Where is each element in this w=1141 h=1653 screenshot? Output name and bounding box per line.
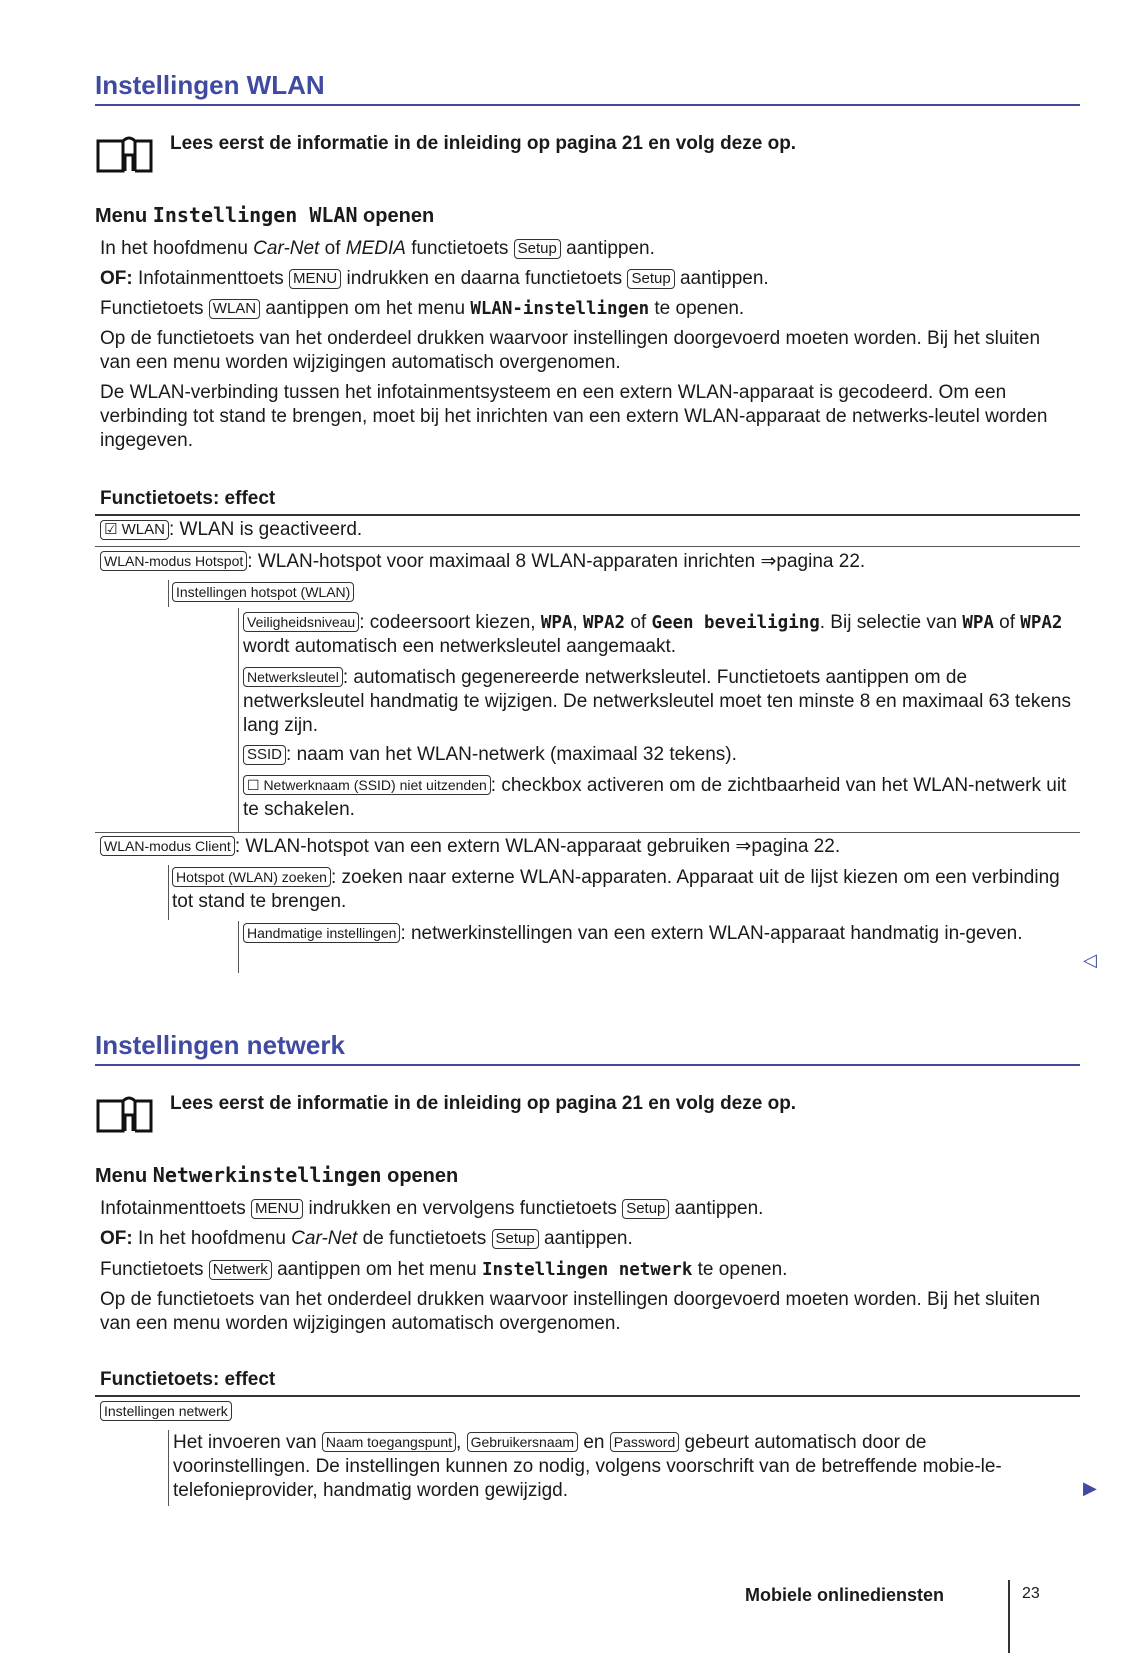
- network-key: Netwerk: [209, 1260, 272, 1280]
- book-icon: [95, 133, 157, 175]
- paragraph: Op de functietoets van het onderdeel drukken waarvoor instellingen doorgevoerd moeten worden. Bij het sluiten van een menu worden wijzigingen automatisch overgenomen.: [100, 1289, 1041, 1334]
- setup-key: Setup: [627, 269, 674, 289]
- page-number: 23: [1022, 1585, 1040, 1602]
- indent-bar: [238, 921, 239, 973]
- client-mode-key: WLAN-modus Client: [100, 836, 235, 856]
- table-rule: [95, 1395, 1080, 1397]
- table-heading: Functietoets: effect: [100, 1369, 276, 1390]
- indent-bar: [168, 1430, 169, 1506]
- table-row: Hotspot (WLAN) zoeken : zoeken naar externe WLAN-apparaten. Apparaat uit de lijst kiezen om een verbinding tot stand te brengen.: [172, 867, 1060, 912]
- book-icon: [95, 1093, 157, 1135]
- info-note: Lees eerst de informatie in de inleiding op pagina 21 en volg deze op.: [170, 1093, 797, 1114]
- instruction-line: In het hoofdmenu Car-Net of MEDIA functietoets Setup aantippen.: [100, 238, 655, 259]
- menu-key: MENU: [251, 1199, 303, 1219]
- hotspot-mode-key: WLAN-modus Hotspot: [100, 551, 247, 571]
- table-row: Het invoeren van Naam toegangspunt , Gebruikersnaam en Password gebeurt automatisch door de voorinstellingen. De instellingen kunnen zo nodig, volgens voorschrift van de betreffende mobie-le-telefonieprovider, handmatig worden gewijzigd.: [173, 1432, 1002, 1501]
- section-title-wlan: Instellingen WLAN: [95, 70, 1080, 106]
- table-heading: Functietoets: effect: [100, 488, 276, 509]
- paragraph: Op de functietoets van het onderdeel drukken waarvoor instellingen doorgevoerd moeten worden. Bij het sluiten van een menu worden wijzigingen automatisch overgenomen.: [100, 328, 1041, 373]
- wlan-key: WLAN: [209, 299, 260, 319]
- hide-ssid-checkbox-key: ☐ Netwerknaam (SSID) niet uitzenden: [243, 775, 491, 795]
- section-end-marker: ◁: [1083, 950, 1097, 970]
- network-settings-key: Instellingen netwerk: [100, 1401, 232, 1421]
- setup-key: Setup: [514, 239, 561, 259]
- footer-section-name: Mobiele onlinediensten: [745, 1585, 945, 1605]
- access-point-key: Naam toegangspunt: [322, 1432, 456, 1452]
- table-row: Veiligheidsniveau : codeersoort kiezen, WPA, WPA2 of Geen beveiliging. Bij selectie van WPA of WPA2 wordt automatisch een netwerksleutel aangemaakt.: [243, 612, 1063, 657]
- instruction-line: Functietoets WLAN aantippen om het menu WLAN-instellingen te openen.: [100, 298, 745, 319]
- table-rule: [95, 514, 1080, 516]
- row-rule: [95, 546, 1080, 547]
- wlan-toggle-key: ☑ WLAN: [100, 520, 169, 540]
- setup-key: Setup: [622, 1199, 669, 1219]
- paragraph: De WLAN-verbinding tussen het infotainmentsysteem en een extern WLAN-apparaat is gecodeerd. Om een verbinding tot stand te brengen, moet bij het inrichten van een extern WLAN-apparaat de netwerks-leutel worden ingegeven.: [100, 382, 1048, 451]
- indent-bar: [168, 865, 169, 920]
- ssid-key: SSID: [243, 745, 286, 765]
- row-rule: [95, 832, 1080, 833]
- menu-heading: Menu Netwerkinstellingen openen: [95, 1163, 459, 1187]
- indent-bar: [238, 608, 239, 832]
- table-row: Netwerksleutel : automatisch gegenereerde netwerksleutel. Functietoets aantippen om de netwerksleutel handmatig te wijzigen. De netwerksleutel moet ten minste 8 en maximaal 63 tekens lang zijn.: [243, 667, 1071, 736]
- setup-key: Setup: [492, 1229, 539, 1249]
- info-note: Lees eerst de informatie in de inleiding op pagina 21 en volg deze op.: [170, 133, 797, 154]
- table-row: WLAN-modus Client : WLAN-hotspot van een extern WLAN-apparaat gebruiken ⇒pagina 22.: [100, 835, 1070, 859]
- instruction-line: OF: Infotainmenttoets MENU indrukken en daarna functietoets Setup aantippen.: [100, 268, 769, 289]
- indent-bar: [168, 580, 169, 607]
- password-key: Password: [610, 1432, 679, 1452]
- table-row: WLAN-modus Hotspot : WLAN-hotspot voor maximaal 8 WLAN-apparaten inrichten ⇒pagina 22.: [100, 550, 1070, 574]
- instruction-line: Functietoets Netwerk aantippen om het menu Instellingen netwerk te openen.: [100, 1259, 788, 1280]
- search-hotspot-key: Hotspot (WLAN) zoeken: [172, 867, 331, 887]
- instruction-line: OF: In het hoofdmenu Car-Net de functietoets Setup aantippen.: [100, 1228, 633, 1249]
- network-key-key: Netwerksleutel: [243, 667, 343, 687]
- continue-marker: ▶: [1083, 1478, 1097, 1498]
- table-row: SSID : naam van het WLAN-netwerk (maximaal 32 tekens).: [243, 743, 1073, 767]
- instruction-line: Infotainmenttoets MENU indrukken en vervolgens functietoets Setup aantippen.: [100, 1198, 764, 1219]
- table-row: [100, 1400, 232, 1424]
- section-title-netwerk: Instellingen netwerk: [95, 1030, 1080, 1066]
- menu-key: MENU: [289, 269, 341, 289]
- username-key: Gebruikersnaam: [467, 1432, 579, 1452]
- table-row: Handmatige instellingen : netwerkinstellingen van een extern WLAN-apparaat handmatig in-geven.: [243, 922, 1073, 946]
- footer-divider: [1008, 1580, 1010, 1653]
- menu-heading: Menu Instellingen WLAN openen: [95, 203, 435, 227]
- table-row: ☐ Netwerknaam (SSID) niet uitzenden : checkbox activeren om de zichtbaarheid van het WLAN-netwerk uit te schakelen.: [243, 775, 1067, 820]
- security-level-key: Veiligheidsniveau: [243, 612, 359, 632]
- manual-settings-key: Handmatige instellingen: [243, 923, 400, 943]
- hotspot-settings-key: Instellingen hotspot (WLAN): [172, 582, 354, 602]
- table-row: [172, 581, 354, 605]
- table-row: ☑ WLAN : WLAN is geactiveerd.: [100, 518, 1070, 542]
